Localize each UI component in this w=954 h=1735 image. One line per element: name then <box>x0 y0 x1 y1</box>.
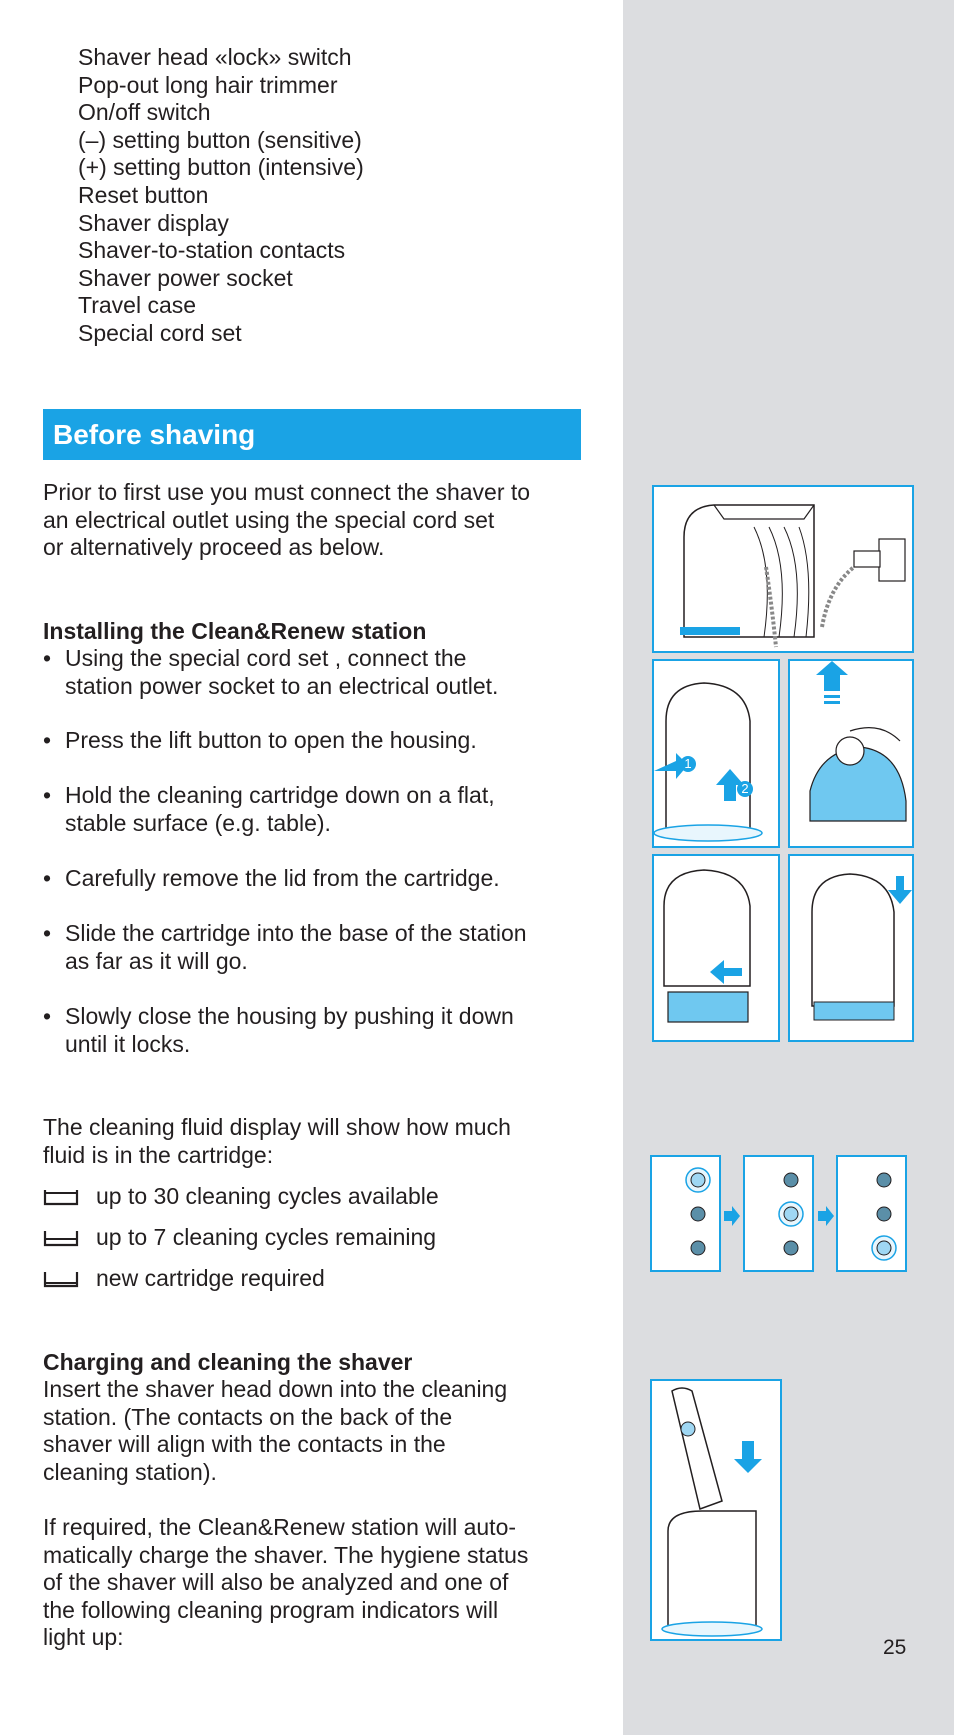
arrow-right-icon <box>818 1206 834 1231</box>
bullet-dot: • <box>43 865 52 891</box>
indicator-panel-empty <box>838 1157 905 1270</box>
parts-list-item: Pop-out long hair trimmer <box>78 71 338 98</box>
parts-list-item: Shaver display <box>78 209 229 236</box>
intro-line: an electrical outlet using the special cord set <box>43 506 495 533</box>
insert-shaver-illustration <box>652 1381 780 1639</box>
indicator-panel-half <box>745 1157 812 1270</box>
fluid-intro-line: The cleaning fluid display will show how much <box>43 1114 511 1140</box>
charging-line: matically charge the shaver. The hygiene status <box>43 1541 529 1568</box>
bullet-line: Carefully remove the lid from the cartridge. <box>65 865 500 891</box>
parts-list-item: Shaver power socket <box>78 264 293 291</box>
parts-list <box>78 44 364 348</box>
bullet-line: as far as it will go. <box>65 947 248 974</box>
bullet-line: until it locks. <box>65 1030 191 1057</box>
arrow-right-icon <box>724 1206 740 1231</box>
bullet-dot: • <box>43 727 52 753</box>
charging-line: cleaning station). <box>43 1458 217 1485</box>
station-cord-illustration <box>654 487 912 651</box>
charging-line: If required, the Clean&Renew station will auto- <box>43 1514 517 1540</box>
bullet-line: Slide the cartridge into the base of the station <box>65 920 527 946</box>
parts-list-item: On/off switch <box>78 99 211 126</box>
open-housing-illustration <box>654 661 778 846</box>
insert-cartridge-illustration <box>654 856 778 1040</box>
parts-list-item: Shaver-to-station contacts <box>78 237 346 264</box>
parts-list-item: Reset button <box>78 181 209 208</box>
fluid-intro-line: fluid is in the cartridge: <box>43 1141 274 1168</box>
fluid-level-text: new cartridge required <box>96 1265 325 1291</box>
bullet-line: Slowly close the housing by pushing it down <box>65 1003 514 1029</box>
parts-list-item: Travel case <box>78 292 197 319</box>
parts-list-item: (–) setting button (sensitive) <box>78 126 362 153</box>
tank-full-icon <box>43 1187 79 1207</box>
figure-insert-cartridge <box>652 854 780 1042</box>
page-number: 25 <box>883 1636 907 1659</box>
intro-line: Prior to first use you must connect the shaver to <box>43 479 531 505</box>
fluid-level-text: up to 7 cleaning cycles remaining <box>96 1224 437 1250</box>
section-heading-banner: Before shaving <box>43 409 581 460</box>
bullet-line: station power socket to an electrical outlet. <box>65 672 499 699</box>
charging-heading: Charging and cleaning the shaver <box>43 1349 413 1375</box>
bullet-line: stable surface (e.g. table). <box>65 809 331 836</box>
close-housing-illustration <box>790 856 912 1040</box>
charging-line: Insert the shaver head down into the cleaning <box>43 1376 508 1402</box>
charging-line: shaver will align with the contacts in the <box>43 1431 446 1458</box>
step-number-badge: 1 <box>680 756 696 772</box>
figure-remove-lid <box>788 659 914 848</box>
tank-empty-icon <box>43 1269 79 1289</box>
installing-heading: Installing the Clean&Renew station <box>43 618 427 644</box>
charging-line: of the shaver will also be analyzed and one of <box>43 1569 509 1596</box>
indicator-panel-full <box>652 1157 719 1270</box>
bullet-dot: • <box>43 645 52 671</box>
figure-indicator-panel <box>836 1155 907 1272</box>
bullet-dot: • <box>43 1003 52 1029</box>
charging-line: the following cleaning program indicators will <box>43 1596 499 1623</box>
figure-indicator-panel <box>743 1155 814 1272</box>
figure-indicator-panel <box>650 1155 721 1272</box>
charging-line: light up: <box>43 1624 124 1651</box>
bullet-dot: • <box>43 782 52 808</box>
parts-list-item: Special cord set <box>78 319 242 346</box>
figure-insert-shaver <box>650 1379 782 1641</box>
figure-open-housing <box>652 659 780 848</box>
fluid-level-text: up to 30 cleaning cycles available <box>96 1183 439 1209</box>
figure-close-housing <box>788 854 914 1042</box>
remove-lid-illustration <box>790 661 912 846</box>
parts-list-item: (+) setting button (intensive) <box>78 154 364 181</box>
charging-line: station. (The contacts on the back of the <box>43 1403 453 1430</box>
bullet-dot: • <box>43 920 52 946</box>
intro-line: or alternatively proceed as below. <box>43 534 385 561</box>
figure-station-cord <box>652 485 914 653</box>
bullet-line: Hold the cleaning cartridge down on a flat, <box>65 782 495 808</box>
bullet-line: Press the lift button to open the housing. <box>65 727 477 753</box>
tank-half-icon <box>43 1228 79 1248</box>
parts-list-item: Shaver head «lock» switch <box>78 44 352 70</box>
bullet-line: Using the special cord set , connect the <box>65 645 467 671</box>
step-number-badge: 2 <box>737 781 753 797</box>
